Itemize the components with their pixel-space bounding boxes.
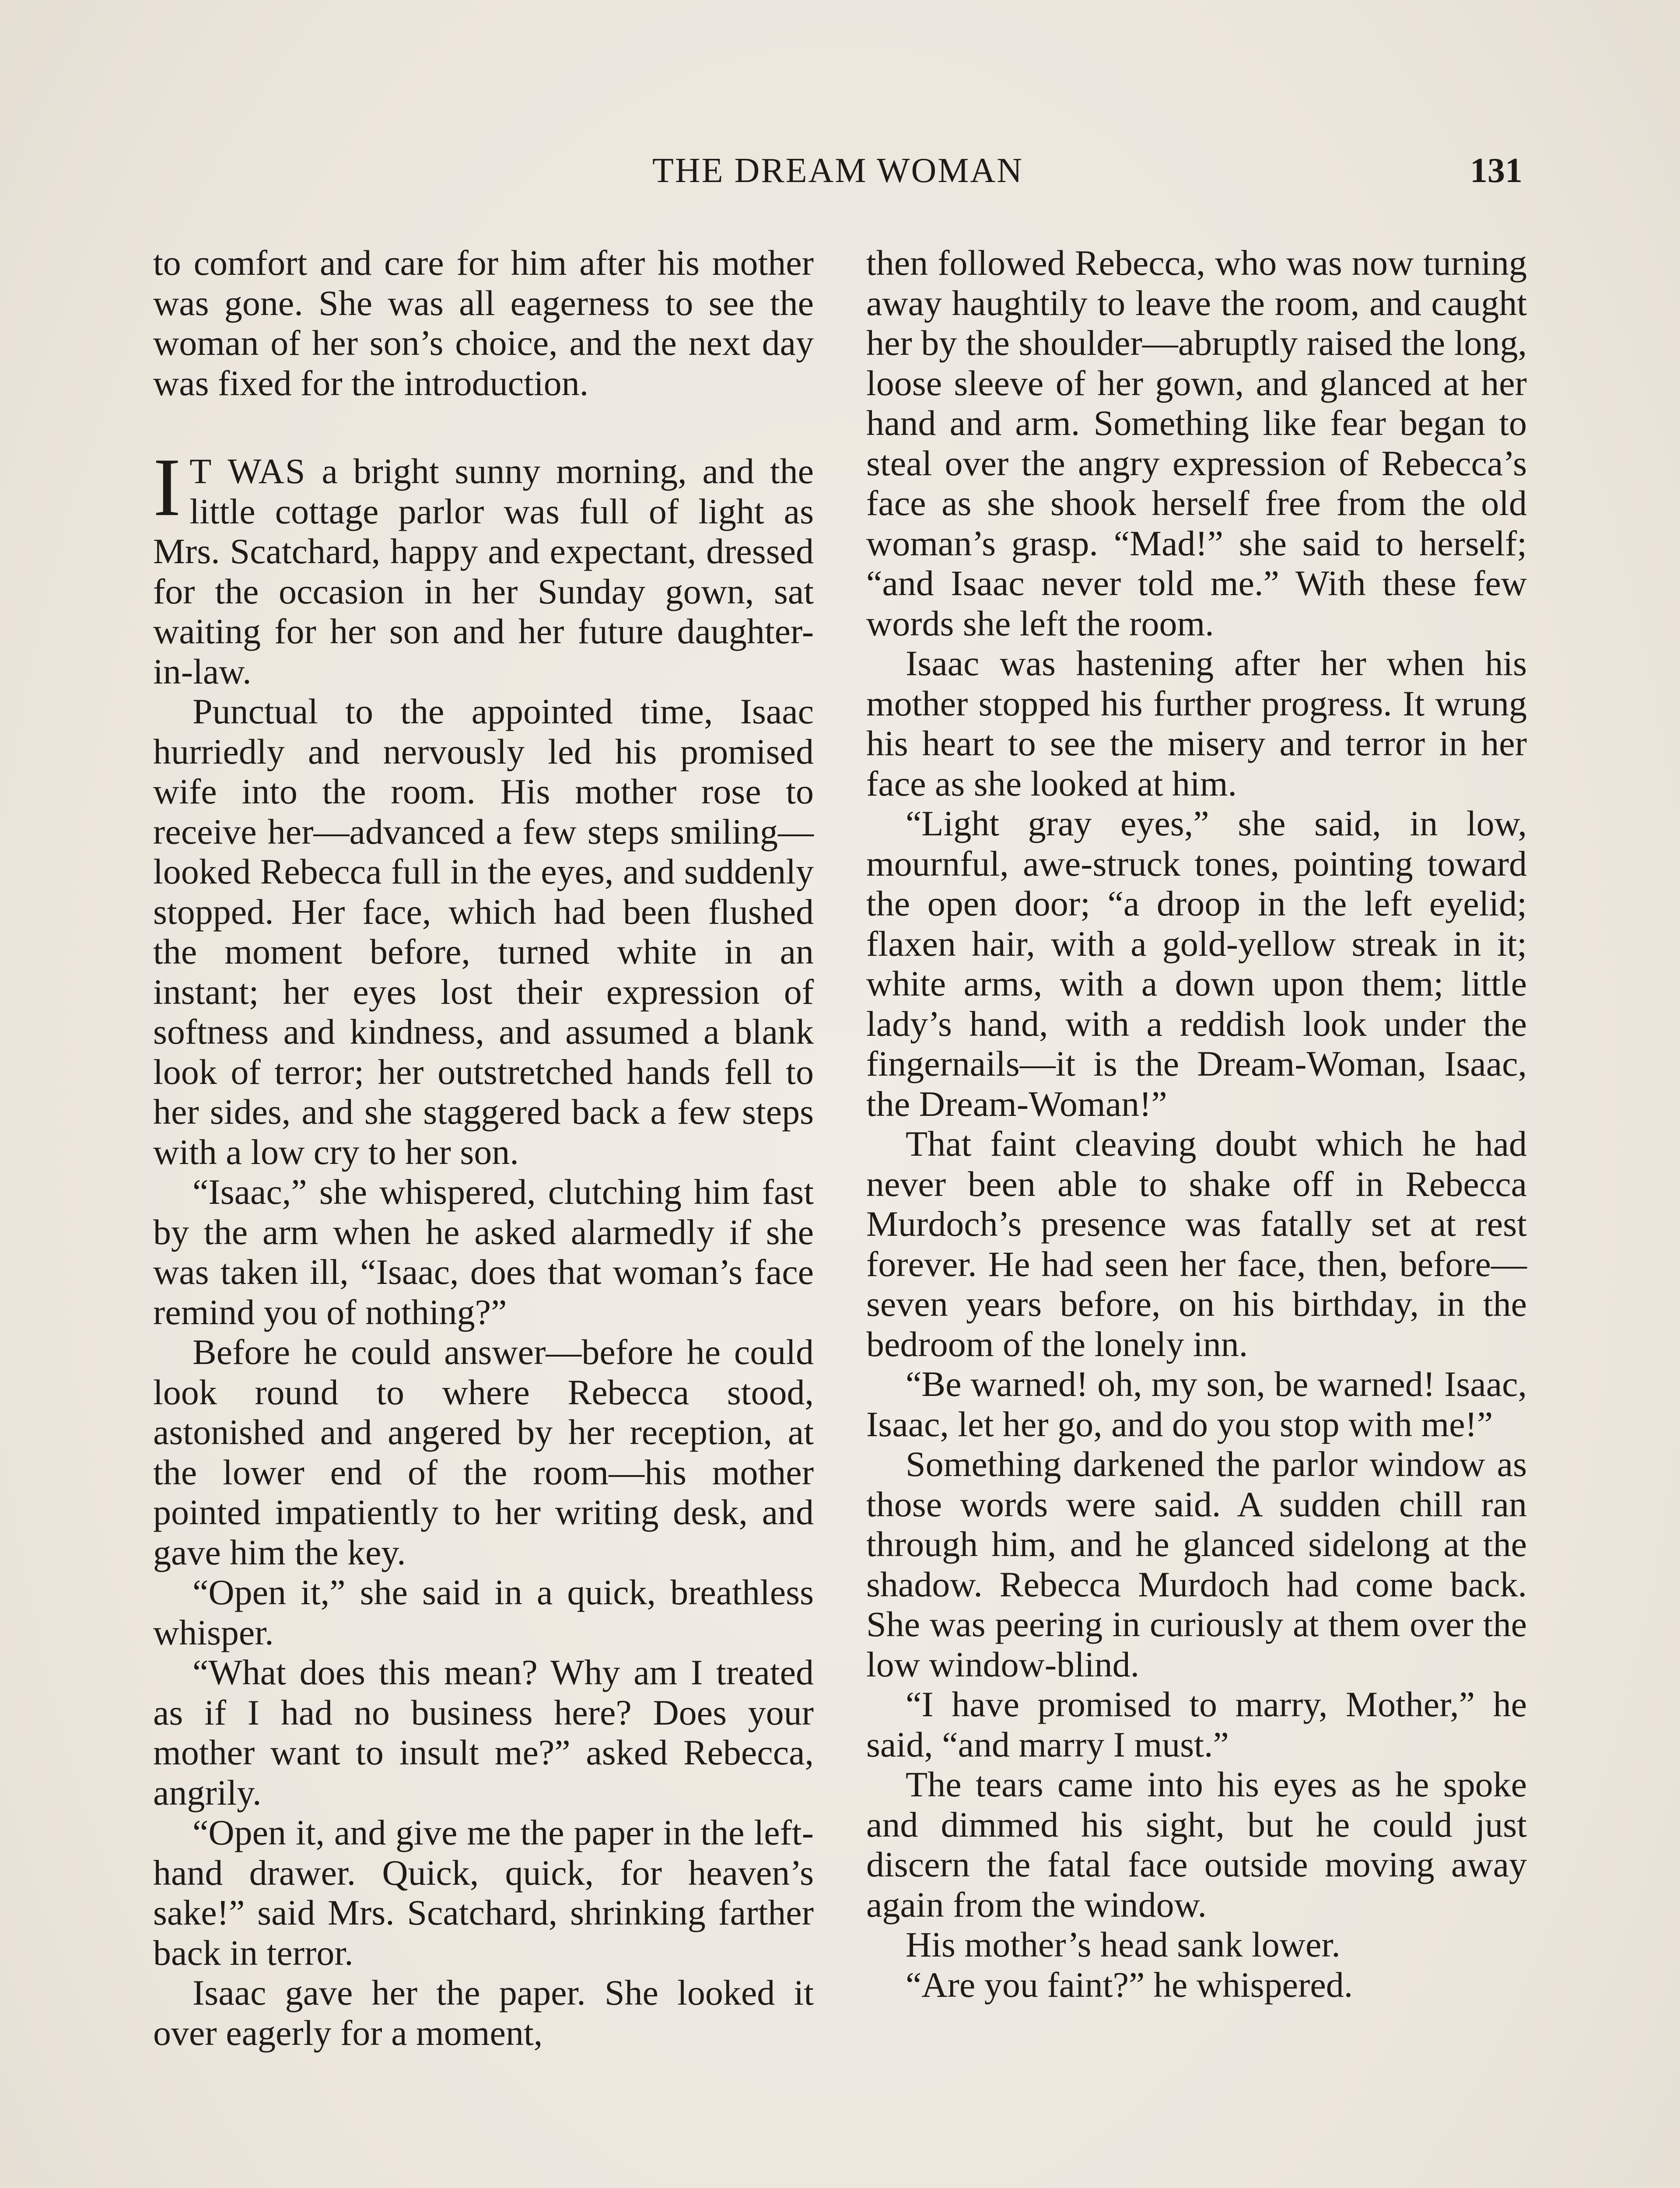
paragraph: “What does this mean? Why am I treated as if I had no business here? Does your mother want to insult me?” asked Rebecca, angrily. (153, 1652, 814, 1813)
paragraph: to comfort and care for him after his mother was gone. She was all eagerness to see the woman of her son’s choice, and the next day was fixed for the introduction. (153, 243, 814, 403)
paragraph: “I have promised to marry, Mother,” he said, “and marry I must.” (866, 1684, 1527, 1764)
paragraph: “Light gray eyes,” she said, in low, mournful, awe-struck tones, pointing toward the open door; “a droop in the left eyelid; flaxen hair, with a gold-yellow streak in it; white arms, with a down upon them; little lady’s hand, with a reddish look under the fingernails—it is the Dream-Woman, Isaac, the Dream-Woman!” (866, 803, 1527, 1124)
paragraph: Punctual to the appointed time, Isaac hurriedly and nervously led his promised wife into the room. His mother rose to receive her—advanced a few steps smiling—looked Rebecca full in the eyes, and suddenly stopped. Her face, which had been flushed the moment before, turned white in an instant; her eyes lost their expression of softness and kindness, and assumed a blank look of terror; her outstretched hands fell to her sides, and she staggered back a few steps with a low cry to her son. (153, 691, 814, 1172)
paragraph: Isaac was hastening after her when his mother stopped his further progress. It wrung his heart to see the misery and terror in her face as she looked at him. (866, 643, 1527, 803)
paragraph-text: a bright sunny morning, and the little cottage parlor was full of light as Mrs. Scatchard, happy and expectant, dressed for the occasion in her Sunday gown, sat waiting for her son and her future daughter-in-law. (153, 451, 814, 691)
small-caps-opening: T WAS (189, 451, 306, 491)
paragraph: “Open it, and give me the paper in the left-hand drawer. Quick, quick, for heaven’s sake!” said Mrs. Scatchard, shrinking farther back in terror. (153, 1813, 814, 1973)
paragraph: “Be warned! oh, my son, be warned! Isaac, Isaac, let her go, and do you stop with me!” (866, 1364, 1527, 1444)
running-head (153, 144, 1522, 197)
paragraph: That faint cleaving doubt which he had never been able to shake off in Rebecca Murdoch’s presence was fatally set at rest forever. He had seen her face, then, before—seven years before, on his birthday, in the bedroom of the lonely inn. (866, 1124, 1527, 1364)
right-column (866, 243, 1527, 2005)
paragraph: then followed Rebecca, who was now turning away haughtily to leave the room, and caught her by the shoulder—abruptly raised the long, loose sleeve of her gown, and glanced at her hand and arm. Something like fear began to steal over the angry expression of Rebecca’s face as she shook herself free from the old woman’s grasp. “Mad!” she said to herself; “and Isaac never told me.” With these few words she left the room. (866, 243, 1527, 643)
paragraph: His mother’s head sank lower. (906, 1925, 1340, 1964)
section-opening-paragraph (153, 442, 814, 691)
paragraph: “Open it,” she said in a quick, breathless whisper. (153, 1572, 814, 1652)
paragraph: Before he could answer—before he could look round to where Rebecca stood, astonished and angered by her reception, at the lower end of the room—his mother pointed impatiently to her writing desk, and gave him the key. (153, 1332, 814, 1572)
running-title: THE DREAM WOMAN (652, 151, 1023, 190)
paragraph: “Isaac,” she whispered, clutching him fast by the arm when he asked alarmedly if she was taken ill, “Isaac, does that woman’s face remind you of nothing?” (153, 1172, 814, 1332)
page-number: 131 (1470, 151, 1522, 190)
paragraph: Something darkened the parlor window as those words were said. A sudden chill ran through him, and he glanced sidelong at the shadow. Rebecca Murdoch had come back. She was peering in curiously at them over the low window-blind. (866, 1444, 1527, 1684)
drop-cap: I (153, 442, 181, 533)
paragraph: “Are you faint?” he whispered. (906, 1964, 1353, 2005)
left-column (153, 243, 814, 2053)
paragraph: Isaac gave her the paper. She looked it over eagerly for a moment, (153, 1973, 814, 2053)
paragraph: The tears came into his eyes as he spoke and dimmed his sight, but he could just discern the fatal face outside moving away again from the window. (866, 1764, 1527, 1925)
